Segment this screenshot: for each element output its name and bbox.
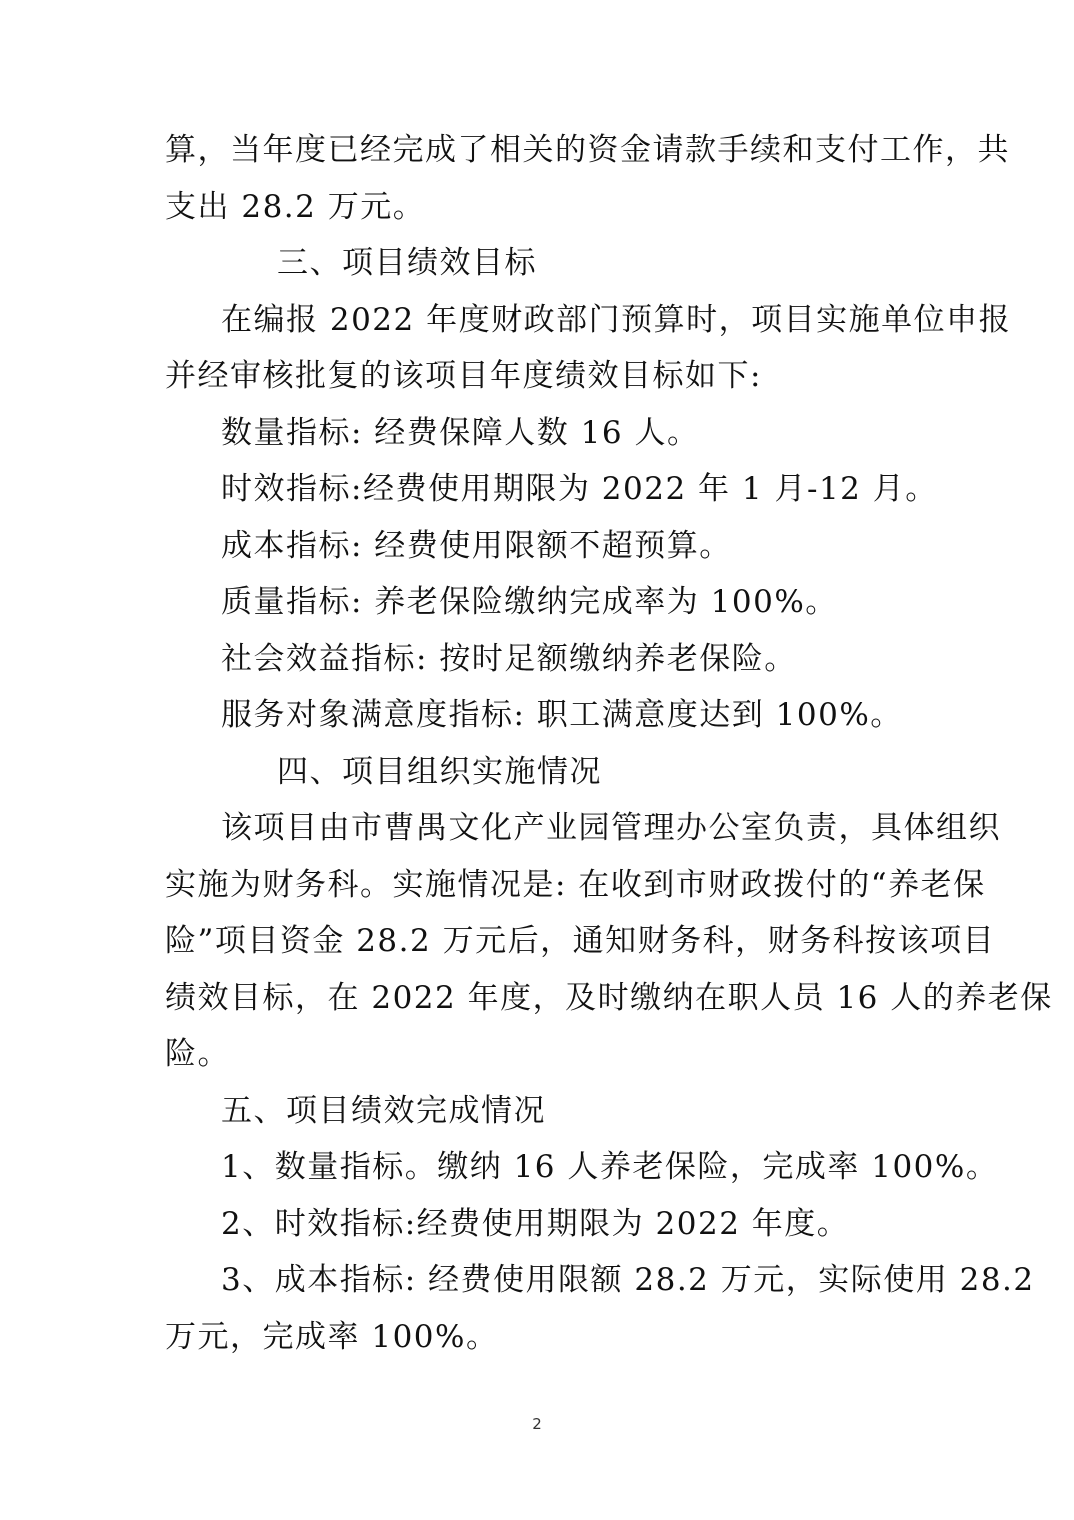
result-line: 万元，完成率 100%。: [165, 1319, 499, 1355]
page-number: 2: [532, 1415, 542, 1433]
result-line: 1、数量指标。缴纳 16 人养老保险，完成率 100%。: [221, 1149, 999, 1185]
paragraph-line: 实施为财务科。实施情况是: 在收到市财政拨付的“养老保: [165, 867, 986, 903]
section-heading: 三、项目绩效目标: [277, 245, 537, 281]
paragraph-line: 并经审核批复的该项目年度绩效目标如下:: [165, 358, 762, 394]
indicator-line: 数量指标: 经费保障人数 16 人。: [221, 415, 700, 451]
paragraph-line: 险”项目资金 28.2 万元后，通知财务科，财务科按该项目: [165, 923, 996, 959]
indicator-line: 成本指标: 经费使用限额不超预算。: [221, 528, 732, 564]
paragraph-line: 险。: [165, 1036, 230, 1072]
paragraph-line: 支出 28.2 万元。: [165, 189, 426, 225]
paragraph-line: 算，当年度已经完成了相关的资金请款手续和支付工作，共: [165, 132, 1010, 168]
result-line: 2、时效指标:经费使用期限为 2022 年度。: [221, 1206, 850, 1242]
indicator-line: 时效指标:经费使用期限为 2022 年 1 月-12 月。: [221, 471, 938, 507]
paragraph-line: 绩效目标，在 2022 年度，及时缴纳在职人员 16 人的养老保: [165, 980, 1053, 1016]
indicator-line: 服务对象满意度指标: 职工满意度达到 100%。: [221, 697, 903, 733]
section-heading: 五、项目绩效完成情况: [221, 1093, 546, 1129]
indicator-line: 质量指标: 养老保险缴纳完成率为 100%。: [221, 584, 838, 620]
result-line: 3、成本指标: 经费使用限额 28.2 万元，实际使用 28.2: [221, 1262, 1035, 1298]
section-heading: 四、项目组织实施情况: [277, 754, 602, 790]
indicator-line: 社会效益指标: 按时足额缴纳养老保险。: [221, 641, 797, 677]
paragraph-line: 该项目由市曹禺文化产业园管理办公室负责，具体组织: [221, 810, 1001, 846]
paragraph-line: 在编报 2022 年度财政部门预算时，项目实施单位申报: [221, 302, 1012, 338]
